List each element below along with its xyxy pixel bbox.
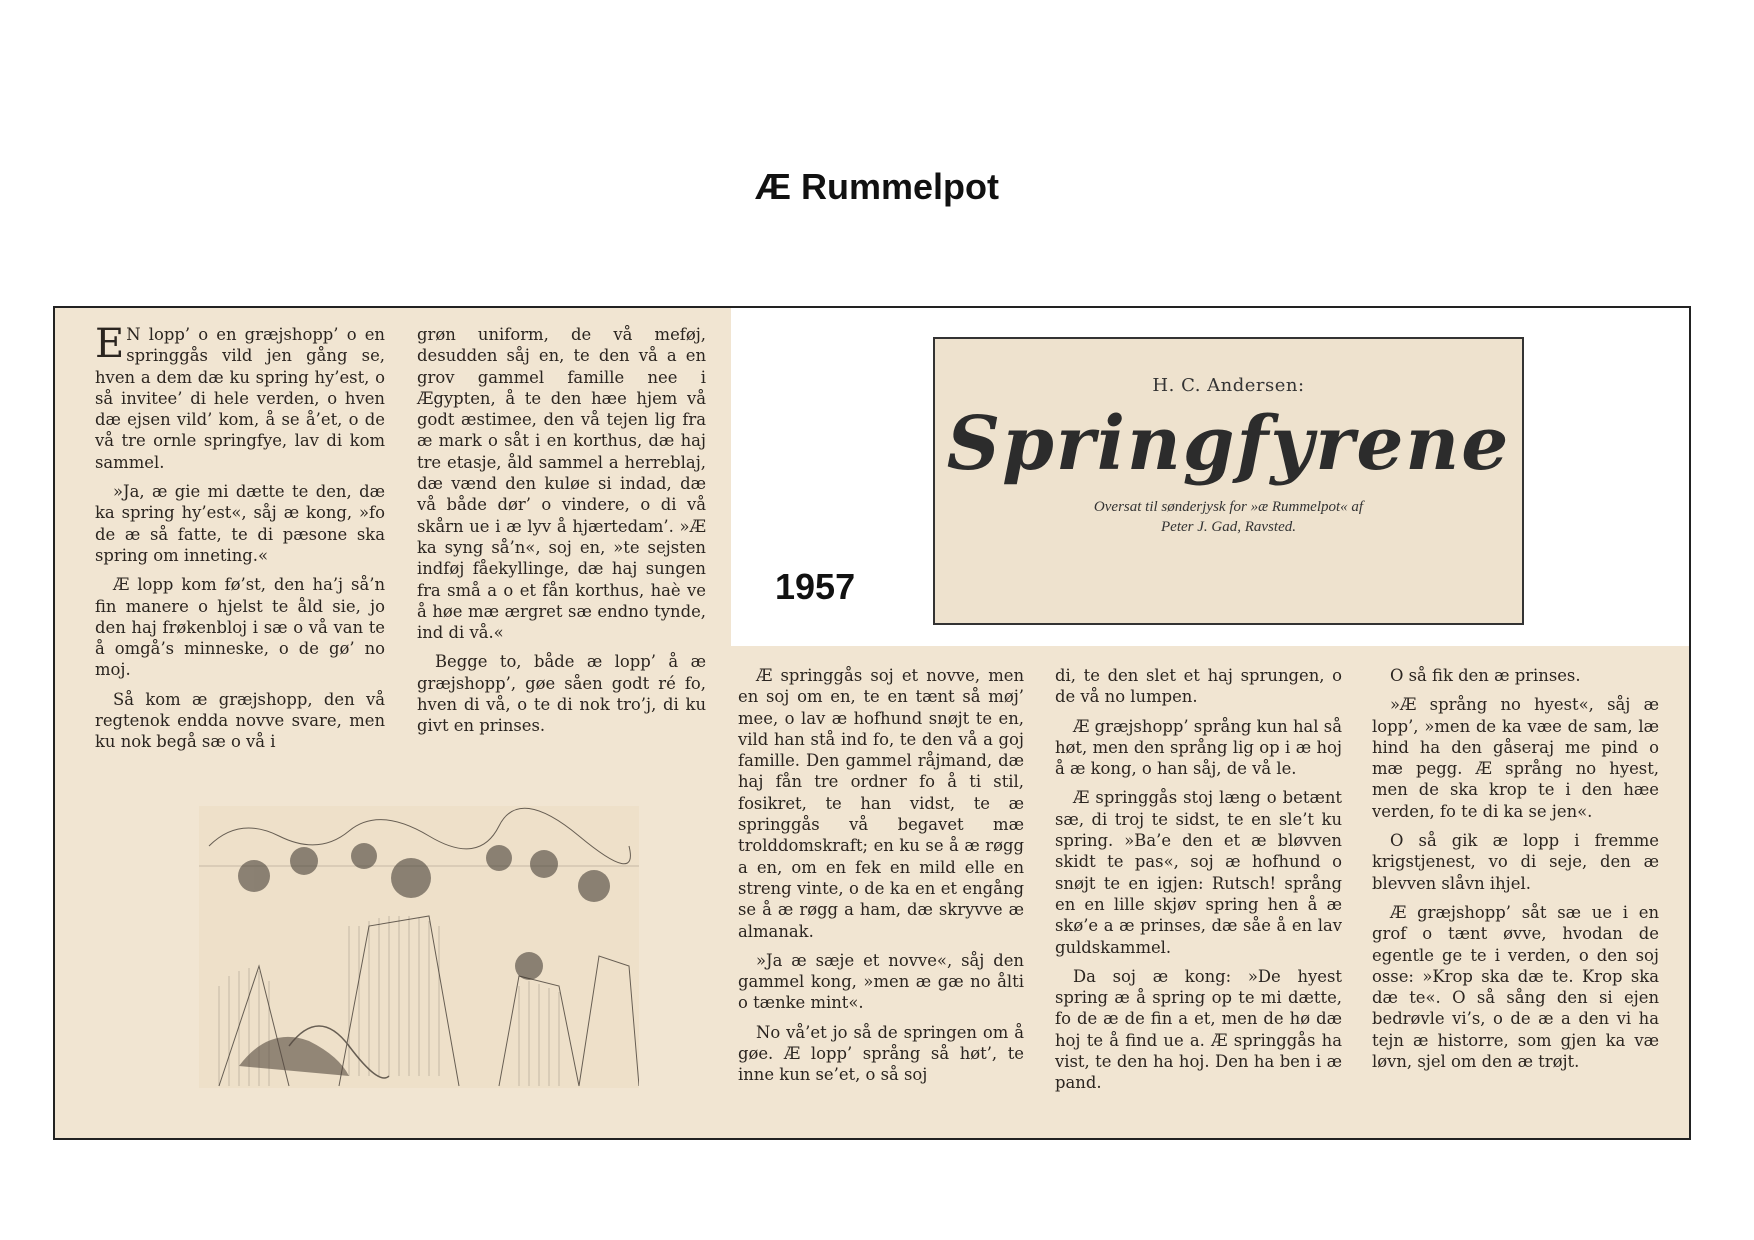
article-column-4 (1055, 665, 1342, 1102)
paragraph: di, te den slet et haj sprungen, o de vå no lumpen. (1055, 666, 1342, 707)
translation-line-2: Peter J. Gad, Ravsted. (1161, 519, 1296, 536)
article-column-1 (95, 321, 385, 761)
paragraph: »Ja æ sæje et novve«, såj den gammel kong, »men æ gæ no ålti o tænke mint«. (738, 950, 1024, 1013)
paragraph: »Ja, æ gie mi dætte te den, dæ ka spring hy’est«, såj æ kong, »fo de æ så fatte, te di pæsone ska spring om inneting.« (95, 482, 385, 565)
drop-cap: E (95, 321, 125, 367)
paragraph: grøn uniform, de vå meføj, desudden såj en, te den vå a en grov gammel famille nee i Ægypten, å te den hæe hjem vå godt æstimee, den vå tejen lig fra æ mark o såt i en korthus, dæ haj tre etasje, åld sammel a herreblaj, dæ vænd den kuløe si indad, dæ vå både dør’ o vindere, o di vå skårn ue i æ lyv å hjærtedam’. »Æ ka syng så’n«, soj en, »te sejsten indføj fåekyllinge, dæ haj sungen fra små a o et fån korthus, haè ve å høe mæ ærgret sæ endno tynde, ind di vå.« (417, 325, 706, 643)
paragraph: Da soj æ kong: »De hyest spring æ å spring op te mi dætte, fo de æ de fin a et, men de hø dæ hoj te å find ue a. Æ springgås ha vist, te den ha hoj. Den ha ben i æ pand. (1055, 966, 1342, 1093)
story-title: Springfyrene (946, 401, 1511, 487)
title-card (933, 337, 1524, 625)
paragraph: Æ græjshopp’ såt sæ ue i en grof o tænt øvve, hvodan de egentle ge te i verden, o den soj osse: »Krop ska dæ te. Krop ska dæ te«. O så sång den si ejen bedrøvle vi’s, o de æ a den vi ha tejn æ historre, som gjen ka væ løvn, sjel om den æ trøjt. (1372, 902, 1659, 1072)
translation-line-1: Oversat til sønderjysk for »æ Rummelpot« af (1093, 499, 1364, 516)
paragraph: Æ lopp kom fø’st, den ha’j så’n fin manere o hjelst te åld sie, jo den haj frøkenbloj i sæ o vå van te å omgå’s minneske, o de gø’ no moj. (95, 575, 385, 680)
page-title: Æ Rummelpot (754, 166, 999, 207)
paragraph: No vå’et jo så de springen om å gøe. Æ lopp’ språng så høt’, te inne kun se’et, o så soj (738, 1022, 1024, 1085)
paragraph: Æ græjshopp’ språng kun hal så høt, men den språng lig op i æ hoj å æ kong, o han såj, de vå le. (1055, 716, 1342, 779)
article-column-2 (417, 324, 706, 745)
paragraph: Æ springgås stoj læng o betænt sæ, di troj te sidst, te en sle’t ku spring. »Ba’e den et æ bløvven skidt te pas«, soj æ hofhund o snøjt te en igjen: Rutsch! språng en en lille skjøv spring hen å æ skø’e a æ prinses, dæ såe å en lav guldskammel. (1055, 788, 1342, 957)
paragraph-text: N lopp’ o en græjshopp’ o en springgås vild jen gång se, hven a dem dæ ku spring hy’est, o så invitee’ di hele verden, o hven dæ ejsen vild’ kom, å se å’et, o de vå tre ornle springfye, lav di kom sammel. (95, 325, 385, 472)
newspaper-clipping (53, 306, 1691, 1140)
paragraph: O så fik den æ prinses. (1390, 666, 1581, 685)
author-line: H. C. Andersen: (1152, 375, 1305, 396)
article-column-5 (1372, 665, 1659, 1080)
paragraph: Begge to, både æ lopp’ å æ græjshopp’, gøe såen godt ré fo, hven di vå, o te di nok tro’j, di ku givt en prinses. (417, 652, 706, 736)
illustration-engraving (199, 806, 639, 1088)
article-column-3 (738, 665, 1024, 1094)
paragraph: O så gik æ lopp i fremme krigstjenest, vo di seje, den æ blevven slåvn ihjel. (1372, 831, 1659, 893)
paragraph: Æ springgås soj et novve, men en soj om en, te en tænt så møj’ mee, o lav æ hofhund snøjt te en, vild han stå ind fo, te den vå a goj famille. Den gammel råjmand, dæ haj fån tre ordner fo å ti stil, fosikret, te han vidst, te æ springgås vå begavet mæ trolddomskraft; en ku se å æ røgg a en, om en fek en mild elle en streng vinte, o de ka en et engång se å æ røgg a ham, dæ skryvve æ almanak. (738, 666, 1024, 941)
paragraph (95, 321, 385, 473)
translation-credit (935, 497, 1522, 537)
year-label: 1957 (775, 566, 856, 607)
paragraph: »Æ språng no hyest«, såj æ lopp’, »men de ka væe de sam, læ hind ha den gåseraj me pind o mæ pegg. Æ språng no hyest, men de ska krop te i den hæe verden, fo te di ka se jen«. (1372, 695, 1659, 821)
paragraph: Så kom æ græjshopp, den vå regtenok endda novve svare, men ku nok begå sæ o vå i (95, 689, 385, 752)
